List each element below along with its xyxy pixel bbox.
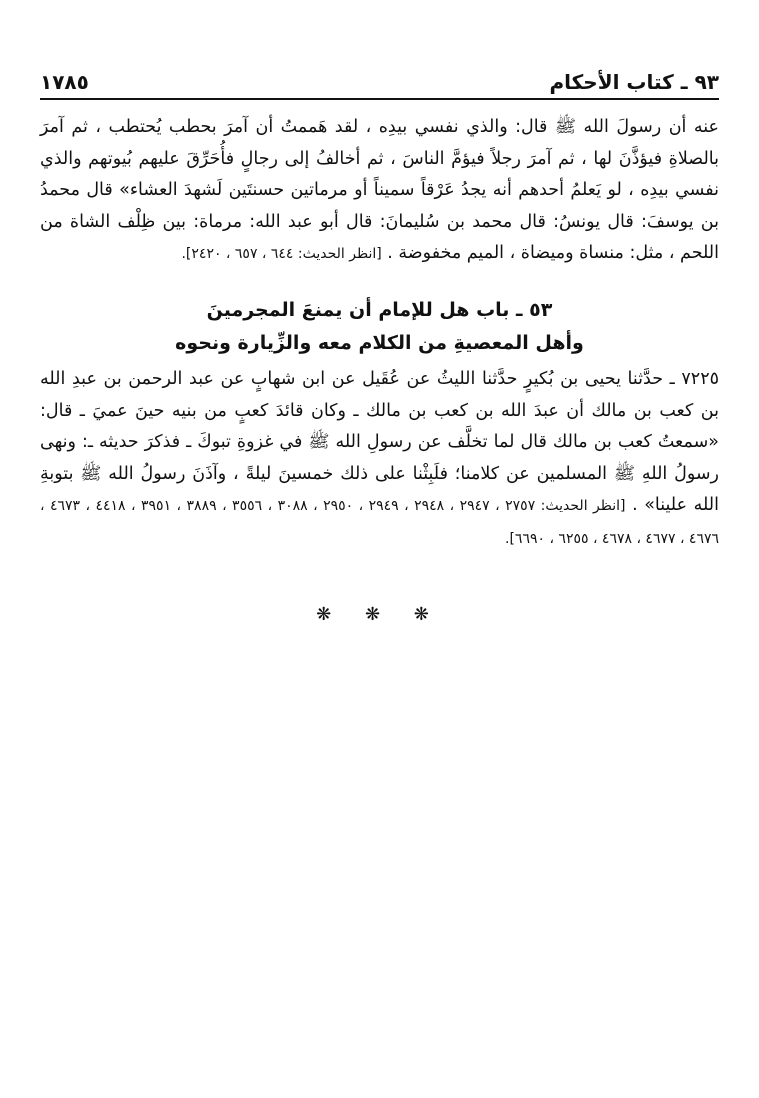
hadith-text: عنه أن رسولَ الله ﷺ قال: والذي نفسي بيدِه ، لقد هَممتُ أن آمرَ بحطب يُحتطب ، ثم آمرَ بالصلاةِ فيؤذَّنَ لها ، ثم آمرَ رجلاً فيؤمَّ الناسَ ، ثم أخالفُ إلى رجالٍ فأُحَرِّقَ عليهم بُيوتهم والذي نفسي بيدِه ، لو يَعلمُ أحدهم أنه يجدُ عَرْقاً سميناً أو مرماتين حسنتَين لَشهدَ العشاء» قال محمدُ بن يوسفَ: قال يونسُ: قال محمد بن سُليمانَ: قال أبو عبد الله: مرماة: بين ظِلْف الشاة من اللحم ، مثل: منساة وميضاة ، الميم مخفوضة . (40, 117, 719, 263)
chapter-heading-line2: وأهل المعصيةِ من الكلام معه والزِّيارة ونحوه (175, 332, 584, 354)
hadith-7225-paragraph (40, 364, 719, 555)
hadith-paragraph (40, 112, 719, 271)
header-rule (40, 98, 719, 100)
chapter-heading-line1: ٥٣ ـ باب هل للإمام أن يمنعَ المجرمينَ (206, 299, 553, 321)
page-number: ١٧٨٥ (40, 70, 89, 94)
chapter-heading (40, 294, 719, 360)
section-separator-stars: ❋ ❋ ❋ (316, 604, 443, 625)
hadith-references: [انظر الحديث: ٦٤٤ ، ٦٥٧ ، ٢٤٢٠]. (181, 246, 382, 262)
hadith-7225-text: ٧٢٢٥ ـ حدَّثنا يحيى بن بُكيرٍ حدَّثنا الليثُ عن عُقَيل عن ابن شهابٍ عن عبد الرحمن بن عبدِ الله بن كعب بن مالك أن عبدَ الله بن كعب بن مالك ـ وكان قائدَ كعبٍ من بنيه حينَ عميَ ـ قال: «سمعتُ كعب بن مالك قال لما تخلَّف عن رسولِ الله ﷺ في غزوةِ تبوكَ ـ فذكرَ حديثه ـ: ونهى رسولُ اللهِ ﷺ المسلمين عن كلامنا؛ فلَبِثْنا على ذلك خمسينَ ليلةً ، وآذَنَ رسولُ الله ﷺ بتوبةِ الله علينا» . (40, 369, 719, 515)
chapter-title: ٩٣ ـ كتاب الأحكام (549, 70, 719, 94)
page-header (40, 66, 719, 94)
hadith-7225-references: [انظر الحديث: ٢٧٥٧ ، ٢٩٤٧ ، ٢٩٤٨ ، ٢٩٤٩ ، ٢٩٥٠ ، ٣٠٨٨ ، ٣٥٥٦ ، ٣٨٨٩ ، ٣٩٥١ ، ٤٤١٨ ، ٤٦٧٣ ، ٤٦٧٦ ، ٤٦٧٧ ، ٤٦٧٨ ، ٦٢٥٥ ، ٦٦٩٠]. (40, 498, 719, 547)
